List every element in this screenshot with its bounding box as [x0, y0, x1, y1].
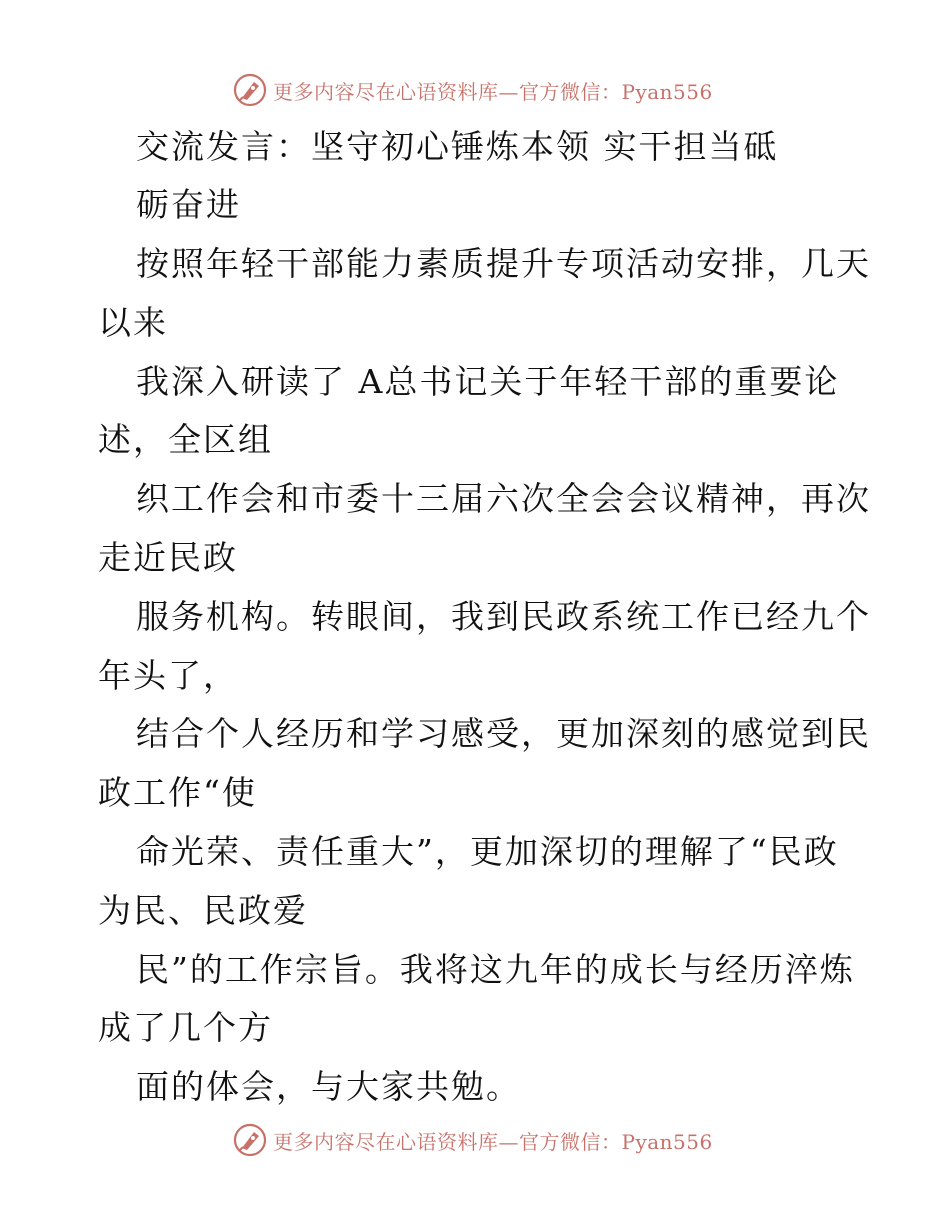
watermark-text: 更多内容尽在心语资料库—官方微信：Pyan556	[273, 79, 713, 104]
body-line: 服务机构。转眼间，我到民政系统工作已经九个	[136, 596, 871, 636]
title-line: 交流发言：坚守初心锤炼本领 实干担当砥	[136, 127, 779, 166]
header-watermark	[233, 72, 713, 108]
body-line: 民”的工作宗旨。我将这九年的成长与经历淬炼	[136, 949, 855, 989]
body-line: 成了几个方	[98, 1008, 273, 1048]
body-line: 述，全区组	[98, 420, 273, 460]
watermark-text: 更多内容尽在心语资料库—官方微信：Pyan556	[273, 1129, 713, 1154]
body-line: 织工作会和市委十三届六次全会会议精神，再次	[136, 479, 871, 519]
title-line: 砺奋进	[136, 185, 241, 224]
document-body	[98, 235, 871, 1117]
body-line: 以来	[98, 302, 168, 342]
body-line: 我深入研读了 A总书记关于年轻干部的重要论	[136, 361, 840, 401]
body-line: 走近民政	[98, 537, 238, 577]
document-title	[98, 118, 858, 234]
body-line: 面的体会，与大家共勉。	[136, 1067, 521, 1107]
body-line: 为民、民政爱	[98, 890, 308, 930]
body-line: 政工作“使	[98, 773, 257, 813]
body-line: 结合个人经历和学习感受，更加深刻的感觉到民	[136, 714, 871, 754]
pen-nib-logo-icon	[233, 73, 267, 107]
body-line: 按照年轻干部能力素质提升专项活动安排，几天	[136, 244, 871, 283]
body-line: 年头了，	[98, 655, 238, 695]
body-line: 命光荣、责任重大”，更加深切的理解了“民政	[136, 831, 839, 871]
pen-nib-logo-icon	[233, 1123, 267, 1157]
footer-watermark	[233, 1122, 713, 1158]
